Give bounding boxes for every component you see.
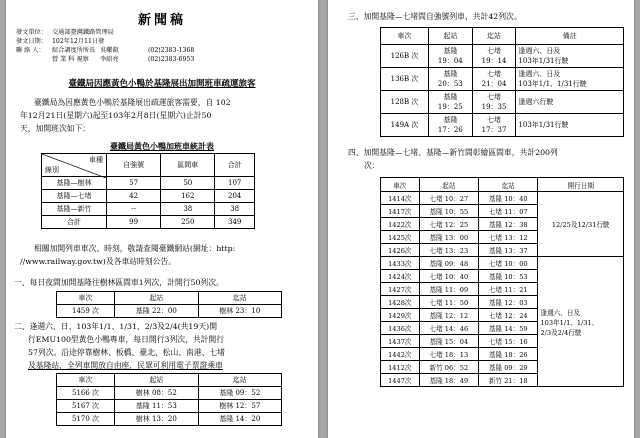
column-header: 迄站 — [198, 374, 281, 387]
column-header: 起站 — [428, 28, 472, 45]
to-cell: 樹林 23：10 — [198, 305, 281, 318]
to-cell — [472, 91, 516, 114]
note-cell — [516, 45, 624, 68]
section2-table — [56, 373, 282, 426]
table-row — [381, 257, 624, 270]
contact2-phone: (02)2383-6953 — [148, 56, 195, 63]
note-line: 逢週六、日及 — [518, 47, 561, 55]
train-no-cell: 1425次 — [381, 231, 420, 244]
section4-heading-line: 次： — [364, 161, 380, 170]
train-no-cell: 1427次 — [381, 283, 420, 296]
train-no-cell: 1428次 — [381, 296, 420, 309]
column-header: 迄站 — [472, 28, 516, 45]
column-header: 迄站 — [198, 292, 281, 305]
dates-line: 逢週六、日及 — [540, 308, 581, 317]
document-page-1 — [6, 0, 318, 438]
local-cell: 250 — [161, 216, 215, 229]
table-row — [381, 45, 624, 68]
to-cell: 基隆 09：29 — [479, 361, 538, 374]
section4-heading — [348, 146, 630, 172]
local-cell: 38 — [161, 203, 215, 216]
to-cell: 七堵 11：07 — [479, 205, 538, 218]
total-cell: 204 — [215, 190, 255, 203]
column-header: 起站 — [419, 178, 478, 192]
dates-line: 103年1/1、1/31、 — [540, 318, 599, 327]
from-cell: 樹林 08：52 — [115, 387, 198, 400]
headline: 臺鐵局因應黃色小鴨於基隆展出加開班車疏運旅客 — [68, 79, 256, 89]
column-header: 車次 — [57, 374, 115, 387]
info-line: 相關加開列車車次、時刻，敬請查閱臺鐵網站(網址：http: — [34, 244, 236, 253]
train-no-cell: 1422次 — [381, 218, 420, 231]
from-time: 17：26 — [437, 126, 463, 134]
train-no-cell: 1424次 — [381, 270, 420, 283]
column-header: 自強號 — [107, 154, 161, 177]
table-row-total — [42, 216, 255, 229]
to-cell: 樹林 12：57 — [198, 400, 281, 413]
from-station: 基隆 — [443, 70, 458, 78]
train-no-cell: 126B 次 — [381, 45, 429, 68]
from-cell: 基隆 13：00 — [419, 231, 478, 244]
column-header: 車次 — [57, 292, 115, 305]
from-time: 19：25 — [437, 103, 463, 111]
from-cell: 基隆 10：55 — [419, 205, 478, 218]
dates-line: 2/3及2/4行駛 — [540, 328, 582, 337]
train-no-cell: 1426次 — [381, 244, 420, 257]
date-value: 102年12月11日發 — [52, 38, 105, 45]
express-cell: 57 — [107, 177, 161, 190]
document-page-2 — [328, 0, 634, 438]
stats-table — [41, 153, 255, 229]
train-no-cell: 5166 次 — [57, 387, 115, 400]
from-station: 基隆 — [443, 116, 458, 124]
train-no-cell: 1442次 — [381, 348, 420, 361]
contact1-name: 吳藥叡 — [100, 47, 119, 54]
from-cell: 基隆 18：49 — [419, 374, 478, 387]
train-no-cell: 149A 次 — [381, 114, 429, 137]
section2-line: 行EMU100型黃色小鴨專車，每日開行3列次，共計開行 — [28, 335, 225, 344]
column-header: 合計 — [215, 154, 255, 177]
train-no-cell: 1412次 — [381, 361, 420, 374]
to-cell: 七堵 15：16 — [479, 335, 538, 348]
table-row — [57, 305, 282, 318]
info-paragraph — [20, 242, 306, 268]
dates-cell-a: 12/25及12/31行駛 — [538, 192, 624, 257]
train-no-cell: 5170 次 — [57, 413, 115, 426]
table-row — [381, 192, 624, 205]
total-cell: 107 — [215, 177, 255, 190]
contact2-name: 李紹亮 — [100, 56, 119, 63]
from-time: 20：53 — [437, 80, 463, 88]
to-cell: 基隆 14：20 — [198, 413, 281, 426]
info-line: //www.railway.gov.tw)及各車站時刻公告。 — [20, 257, 177, 266]
table-row — [42, 190, 255, 203]
total-cell: 38 — [215, 203, 255, 216]
train-no-cell: 1459 次 — [57, 305, 115, 318]
table-row — [42, 177, 255, 190]
table-row — [381, 91, 624, 114]
column-header: 車次 — [381, 28, 429, 45]
express-cell: 42 — [107, 190, 161, 203]
note-cell — [516, 114, 624, 137]
section2-paragraph — [14, 320, 314, 372]
press-release-title: 新聞稿 — [137, 13, 186, 28]
note-cell — [516, 91, 624, 114]
from-cell — [428, 68, 472, 91]
route-cell: 基隆—樹林 — [42, 177, 107, 190]
table-row — [381, 68, 624, 91]
train-no-cell: 1414次 — [381, 192, 420, 205]
from-station: 基隆 — [443, 93, 458, 101]
table-header-row — [381, 178, 624, 192]
note-line: 103年1/31行駛 — [518, 121, 569, 129]
table-header-row — [57, 374, 282, 387]
date-label: 發文日期： — [16, 38, 47, 45]
to-station: 七堵 — [487, 70, 502, 78]
stats-table-caption: 臺鐵局黃色小鴨加班車統計表 — [110, 141, 214, 151]
column-header: 車次 — [381, 178, 420, 192]
route-cell: 基隆—七堵 — [42, 190, 107, 203]
train-no-cell: 1436次 — [381, 322, 420, 335]
to-cell: 七堵 11：21 — [479, 283, 538, 296]
section4-heading-line: 四、加開基隆—七堵、基隆—新竹間彰繪區間車，共計200列 — [348, 148, 558, 157]
section1-heading: 一、每日夜間加開基隆往樹林區間車1列次，計開行50列次。 — [14, 278, 224, 287]
to-cell — [472, 68, 516, 91]
section3-heading: 三、加開基隆—七堵間自強號列車，共計42列次。 — [348, 12, 522, 21]
route-cell: 基隆—新竹 — [42, 203, 107, 216]
to-cell: 基隆 18：26 — [479, 348, 538, 361]
to-cell: 基隆 14：59 — [479, 322, 538, 335]
to-cell: 基隆 12：38 — [479, 218, 538, 231]
train-no-cell: 5167 次 — [57, 400, 115, 413]
intro-line: 臺鐵局為因應黃色小鴨於基隆展出疏運旅客需要，自 102 — [34, 98, 231, 107]
note-line: 103年1/1、1/31行駛 — [518, 80, 587, 88]
from-cell: 七堵 13：23 — [419, 244, 478, 257]
train-no-cell: 1447次 — [381, 374, 420, 387]
from-cell: 七堵 10：27 — [419, 192, 478, 205]
table-row — [57, 413, 282, 426]
local-cell: 50 — [161, 177, 215, 190]
to-cell: 基隆 09：52 — [198, 387, 281, 400]
express-cell: 99 — [107, 216, 161, 229]
from-cell — [428, 45, 472, 68]
intro-paragraph — [20, 96, 306, 135]
table-row — [57, 387, 282, 400]
section1-table — [56, 291, 282, 318]
to-station: 七堵 — [487, 116, 502, 124]
local-cell: 162 — [161, 190, 215, 203]
vehicle-type-label: 車種 — [89, 156, 103, 164]
to-station: 七堵 — [487, 47, 502, 55]
table-row — [381, 114, 624, 137]
note-line: 逢週六行駛 — [518, 98, 554, 106]
from-cell — [428, 91, 472, 114]
diagonal-header-cell — [42, 154, 107, 177]
section3-table — [380, 27, 624, 137]
from-cell: 基隆 09：48 — [419, 257, 478, 270]
from-cell — [428, 114, 472, 137]
from-cell: 基隆 11：53 — [115, 400, 198, 413]
from-cell: 樹林 13：20 — [115, 413, 198, 426]
contact-label: 聯 絡 人： — [16, 47, 45, 54]
from-cell: 基隆 22：00 — [115, 305, 198, 318]
section4-table — [380, 177, 624, 387]
train-no-cell: 1437次 — [381, 335, 420, 348]
section2-line: 57列次。沿途停靠樹林、板橋、臺北、松山、南港、七堵 — [28, 348, 226, 357]
from-cell: 七堵 14：46 — [419, 322, 478, 335]
train-no-cell: 128B 次 — [381, 91, 429, 114]
to-cell: 基隆 13：37 — [479, 244, 538, 257]
intro-line: 天，加開班次如下： — [20, 124, 91, 133]
to-cell: 基隆 10：53 — [479, 270, 538, 283]
intro-line: 年12月21日(星期六)起至103年2月8日(星期六)止計50 — [20, 111, 212, 120]
column-header: 起站 — [115, 374, 198, 387]
to-cell: 新竹 21：18 — [479, 374, 538, 387]
to-cell — [472, 114, 516, 137]
train-no-cell: 1417次 — [381, 205, 420, 218]
note-line: 逢週六、日及 — [518, 70, 561, 78]
to-cell: 七堵 12：24 — [479, 309, 538, 322]
to-station: 七堵 — [487, 93, 502, 101]
column-header: 迄站 — [479, 178, 538, 192]
section2-line: 二、逢週六、日、103年1/1、1/31、2/3及2/4(共19天)開 — [14, 322, 217, 331]
to-cell: 七堵 10：00 — [479, 257, 538, 270]
from-cell: 基隆 11：09 — [419, 283, 478, 296]
press-release-info — [16, 28, 194, 64]
from-cell: 七堵 11：50 — [419, 296, 478, 309]
from-station: 基隆 — [443, 47, 458, 55]
express-cell: -- — [107, 203, 161, 216]
table-row — [42, 203, 255, 216]
contact2-unit: 營 業 科 視察 — [52, 56, 89, 63]
to-cell — [472, 45, 516, 68]
route-cell: 合計 — [42, 216, 107, 229]
column-header: 開行日期 — [538, 178, 624, 192]
dates-cell-b — [538, 257, 624, 387]
to-cell: 基隆 10：40 — [479, 192, 538, 205]
section2-line: 及基隆站，全列車開放自由座，民眾可利用電子票證乘車 — [28, 361, 223, 370]
train-no-cell: 136B 次 — [381, 68, 429, 91]
from-cell: 七堵 10：40 — [419, 270, 478, 283]
to-time: 19：14 — [481, 57, 507, 65]
from-cell: 七堵 18：13 — [419, 348, 478, 361]
from-cell: 基隆 12：12 — [419, 309, 478, 322]
from-cell: 基隆 15：04 — [419, 335, 478, 348]
to-time: 17：37 — [481, 126, 507, 134]
table-header-row — [57, 292, 282, 305]
table-row — [57, 400, 282, 413]
to-cell: 基隆 12：03 — [479, 296, 538, 309]
to-time: 19：35 — [481, 103, 507, 111]
contact1-phone: (02)2383-1368 — [148, 47, 195, 54]
note-line: 103年1/31行駛 — [518, 57, 569, 65]
column-header: 備註 — [516, 28, 624, 45]
agency-value: 交通部臺灣鐵路管理局 — [52, 29, 114, 36]
from-cell: 新竹 06：52 — [419, 361, 478, 374]
to-cell: 七堵 13：12 — [479, 231, 538, 244]
table-header-row — [381, 28, 624, 45]
from-time: 19：04 — [437, 57, 463, 65]
table-header-row — [42, 154, 255, 177]
column-header: 區間車 — [161, 154, 215, 177]
to-time: 21：04 — [481, 80, 507, 88]
contact1-unit: 綜合調度所所長 — [52, 47, 96, 54]
total-cell: 349 — [215, 216, 255, 229]
train-no-cell: 1433次 — [381, 257, 420, 270]
note-cell — [516, 68, 624, 91]
train-no-cell: 1429次 — [381, 309, 420, 322]
agency-label: 發文單位： — [16, 29, 47, 36]
column-header: 起站 — [115, 292, 198, 305]
route-label: 線別 — [45, 166, 59, 174]
from-cell: 七堵 12：25 — [419, 218, 478, 231]
